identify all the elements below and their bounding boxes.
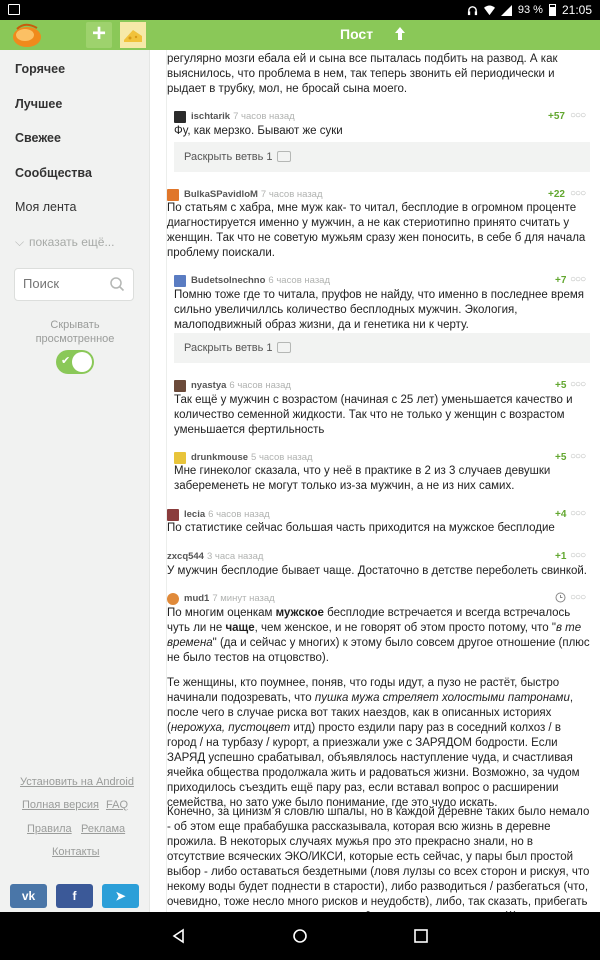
comment-text: Мне гинеколог сказала, что у неё в практике в 2 из 3 случаев девушки забеременеть не могут только из-за мужчин, а не из них самих.	[174, 465, 551, 492]
user-avatar[interactable]	[167, 593, 179, 605]
user-avatar[interactable]	[167, 189, 179, 201]
ads-link[interactable]: Реклама	[81, 823, 126, 835]
chevron-down-icon: ⌵	[15, 235, 25, 249]
hide-viewed-label: Скрывать просмотренное	[35, 319, 115, 345]
comment-text: По статистике сейчас большая часть приходится на мужское бесплодие	[167, 522, 555, 534]
add-post-button[interactable]: +	[86, 22, 112, 48]
comment-score: +5	[555, 380, 567, 391]
gallery-notification-icon	[8, 4, 20, 15]
comment-menu-icon[interactable]: ○○○	[570, 274, 586, 285]
comment-time: 3 часа назад	[206, 551, 264, 562]
comment-header	[167, 593, 467, 605]
telegram-button[interactable]	[102, 884, 139, 908]
comment-score: +1	[555, 551, 567, 562]
comment-menu-icon[interactable]: ○○○	[570, 508, 586, 519]
vk-button[interactable]	[10, 884, 47, 908]
facebook-button[interactable]	[56, 884, 93, 908]
search-input[interactable]	[23, 276, 108, 291]
comment-time: 5 часов назад	[251, 452, 313, 463]
comment-text: По статьям с хабра, мне муж как- то читал, бесплодие в огромном проценте диагностируется именно у мужчин, а не как стериотипно принято считать у женщин. Так что не советую мужьям сразу жен поносить, в себе б для начала проблему поискали.	[167, 202, 586, 259]
comment-time: 7 минут назад	[212, 593, 275, 604]
back-icon[interactable]	[171, 928, 187, 944]
check-icon: ✔	[61, 355, 71, 367]
comment-author[interactable]: BulkaSPavidloM 7 часов назад	[184, 189, 323, 200]
user-avatar[interactable]	[174, 111, 186, 123]
comment-menu-icon[interactable]: ○○○	[570, 188, 586, 199]
scroll-up-arrow-icon[interactable]	[394, 26, 406, 42]
comment-menu-icon[interactable]: ○○○	[570, 110, 586, 121]
comment-text: регулярно мозги ебала ей и сына все пыталась подбить на развод. А как выяснилось, что проблема в нем, так теперь звонить ей периодически и рыдает в трубку, мол, не бросай сына моего.	[167, 53, 558, 95]
search-field[interactable]	[14, 268, 134, 301]
nav-hot[interactable]: Горячее	[15, 62, 66, 76]
profile-avatar-button[interactable]	[120, 22, 146, 48]
comment-score: +57	[548, 111, 565, 122]
nav-my-feed[interactable]: Моя лента	[15, 200, 77, 214]
comment-header	[174, 452, 474, 464]
page-title: Пост	[340, 26, 374, 42]
expand-branch-button[interactable]	[174, 333, 590, 363]
telegram-icon: ➤	[115, 889, 126, 903]
status-bar	[0, 0, 600, 20]
comment-score: +5	[555, 452, 567, 463]
pikabu-logo-icon[interactable]	[11, 23, 43, 48]
battery-percent: 93 %	[517, 4, 543, 16]
comment-time: 6 часов назад	[208, 509, 270, 520]
comment-time: 7 часов назад	[233, 111, 295, 122]
comment-header	[167, 189, 467, 201]
toggle-knob	[72, 352, 92, 372]
comment-score: +22	[548, 189, 565, 200]
comment-bubble-icon	[277, 151, 291, 162]
comment-header	[167, 509, 467, 521]
comment-time: 6 часов назад	[229, 380, 291, 391]
full-version-link[interactable]: Полная версия	[22, 799, 99, 811]
nav-communities[interactable]: Сообщества	[15, 166, 92, 180]
comment-text: Фу, как мерзко. Бывают же суки	[174, 125, 343, 137]
comment-score: +7	[555, 275, 567, 286]
comment-score: +4	[555, 509, 567, 520]
vk-icon: vk	[21, 889, 36, 903]
comment-bubble-icon	[277, 342, 291, 353]
comment-text: Помню тоже где то читала, пруфов не найду, что именно в последнее время сильно увеличиллсь количество бесплодных мужчин. Экология, малоподвижный образ жизни, да и генетика ни к черту.	[174, 289, 585, 331]
install-android-link[interactable]: Установить на Android	[20, 776, 134, 788]
cheese-avatar-icon	[120, 22, 146, 48]
comment-author[interactable]: drunkmouse 5 часов назад	[191, 452, 313, 463]
clock-icon	[555, 592, 566, 603]
comment-author[interactable]: lecia 6 часов назад	[184, 509, 270, 520]
rules-link[interactable]: Правила	[27, 823, 72, 835]
comment-author[interactable]: Budetsolnechno 6 часов назад	[191, 275, 331, 286]
show-more-toggle[interactable]	[15, 235, 114, 250]
sidebar	[0, 50, 150, 912]
user-avatar[interactable]	[174, 380, 186, 392]
show-more-label: показать ещё...	[29, 235, 115, 249]
comment-menu-icon[interactable]: ○○○	[570, 379, 586, 390]
system-nav-bar	[0, 912, 600, 960]
cellular-signal-icon	[501, 5, 512, 16]
comment-menu-icon[interactable]: ○○○	[570, 550, 586, 561]
user-avatar[interactable]	[174, 452, 186, 464]
battery-icon	[549, 4, 556, 16]
comment-header	[174, 111, 474, 123]
clock: 21:05	[561, 3, 592, 17]
comment-menu-icon[interactable]: ○○○	[570, 592, 586, 603]
nav-fresh[interactable]: Свежее	[15, 131, 61, 145]
comments-area	[150, 50, 600, 912]
search-icon[interactable]	[109, 276, 125, 292]
comment-header	[174, 380, 474, 392]
comment-menu-icon[interactable]: ○○○	[570, 451, 586, 462]
comment-author[interactable]: ischtarik 7 часов назад	[191, 111, 295, 122]
comment-text: Конечно, за цинизм я словлю шпалы, но в каждой деревне таких было немало - об этом еще прабабушка рассказывала, которая всю жизнь в деревне прожила. В некоторых случаях мужья про это прекрасно знали, но в отсутствие всяческих ЭКО/ИКСИ, которые есть сейчас, у пары был простой выбор - либо оставаться бездетными (ловя лулзы со всех сторон и рискуя, что некому воды будет поднести в старости), либо разводиться / разбегаться (что, очевидно, тоже несло много рисков и неудобств), либо, так сказать, прибегать	[167, 806, 590, 908]
home-icon[interactable]	[292, 928, 308, 944]
comment-header	[174, 275, 474, 287]
comment-text: Те женщины, кто поумнее, поняв, что годы идут, а пузо не растёт, быстро начинали подозревать, что пушка мужа стреляет холостыми патронами, после чего в случае риска вот таких наездов, как в описанных историях (нерожуха, пустоцвет итд) просто ездили пару раз в соседний колхоз / в город / на турбазу / курорт, а приезжали уже с ЗАРЯДОМ бодрости. Если ЗАРЯД успешно срабатывал, объявлялось наступление чуда, и счастливая ячейка общества продолжала жить и радоваться жизни. Возможно, за чудом приходилось съездить ещё пару раз, если вставал вопрос о расширении семейства, но зато уже было понимание, где это чудо искать.	[167, 677, 580, 809]
comment-author[interactable]: nyastya 6 часов назад	[191, 380, 291, 391]
recents-icon[interactable]	[413, 928, 429, 944]
expand-branch-label: Раскрыть ветвь 1	[184, 151, 273, 163]
comment-time: 7 часов назад	[260, 189, 323, 200]
headphones-icon	[467, 5, 478, 16]
user-avatar[interactable]	[167, 509, 179, 521]
comment-author[interactable]: mud1 7 минут назад	[184, 593, 275, 604]
comment-time: 6 часов назад	[268, 275, 331, 286]
expand-branch-label: Раскрыть ветвь 1	[184, 342, 273, 354]
app-header	[0, 20, 600, 50]
user-avatar[interactable]	[174, 275, 186, 287]
comment-text: У мужчин бесплодие бывает чаще. Достаточно в детстве переболеть свинкой.	[167, 565, 588, 577]
comment-author[interactable]: zxcq544 3 часа назад	[167, 551, 264, 562]
wifi-icon	[484, 5, 495, 16]
contacts-link[interactable]: Контакты	[52, 846, 100, 858]
comment-header	[167, 551, 467, 563]
expand-branch-button[interactable]	[174, 142, 590, 172]
facebook-icon: f	[72, 889, 77, 903]
faq-link[interactable]: FAQ	[106, 799, 129, 811]
nav-best[interactable]: Лучшее	[15, 97, 63, 111]
comment-text: Так ещё у мужчин с возрастом (начиная с 25 лет) уменьшается качество и количество семенной жидкости. Так что не только у женщин с возрастом уменьшается фертильность	[174, 394, 573, 436]
hide-viewed-toggle[interactable]	[56, 350, 94, 374]
comment-text: По многим оценкам мужское бесплодие встречается и всегда встречалось чуть ли не чаще, чем женское, и не говорят об этом просто потому, что "в те времена" (да и сейчас у многих) к этому было совсем другое отношение (плюс не было тестов на отцовство).	[167, 607, 590, 664]
